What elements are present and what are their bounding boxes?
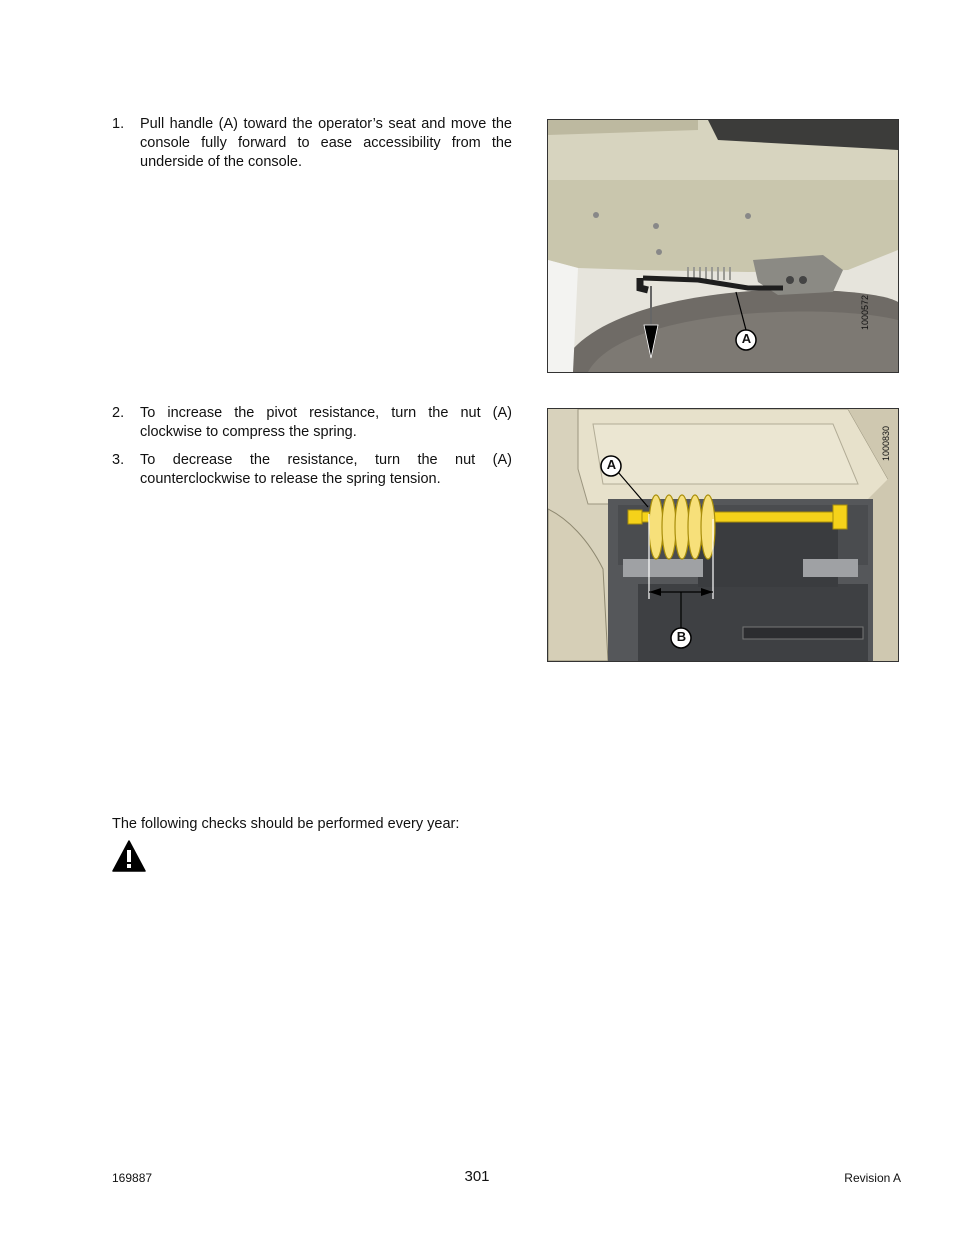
figure-id: 1000572 xyxy=(860,294,870,330)
callout-label: A xyxy=(741,331,752,346)
checks-intro: The following checks should be performed every year: xyxy=(112,816,460,832)
warning-triangle-icon xyxy=(112,840,146,872)
figure-id: 1000830 xyxy=(881,425,891,461)
figure-pivot-spring xyxy=(547,408,899,662)
step-text: To decrease the resistance, turn the nut (A) counterclockwise to release the spring tension. xyxy=(140,452,512,487)
figure-console-handle xyxy=(547,119,899,373)
callout-label: A xyxy=(606,457,617,472)
step-3 xyxy=(112,451,512,489)
step-text: Pull handle (A) toward the operator’s seat and move the console fully forward to ease accessibility from the underside of the console. xyxy=(140,116,512,170)
step-1 xyxy=(112,115,512,172)
step-number: 1. xyxy=(112,116,125,132)
step-number: 2. xyxy=(112,405,125,421)
revision-label: Revision A xyxy=(844,1171,901,1185)
step-number: 3. xyxy=(112,452,125,468)
page-number: 301 xyxy=(464,1168,490,1185)
step-text: To increase the pivot resistance, turn the nut (A) clockwise to compress the spring. xyxy=(140,405,512,440)
step-2 xyxy=(112,404,512,442)
doc-number: 169887 xyxy=(112,1171,153,1185)
callout-label: B xyxy=(676,629,687,644)
